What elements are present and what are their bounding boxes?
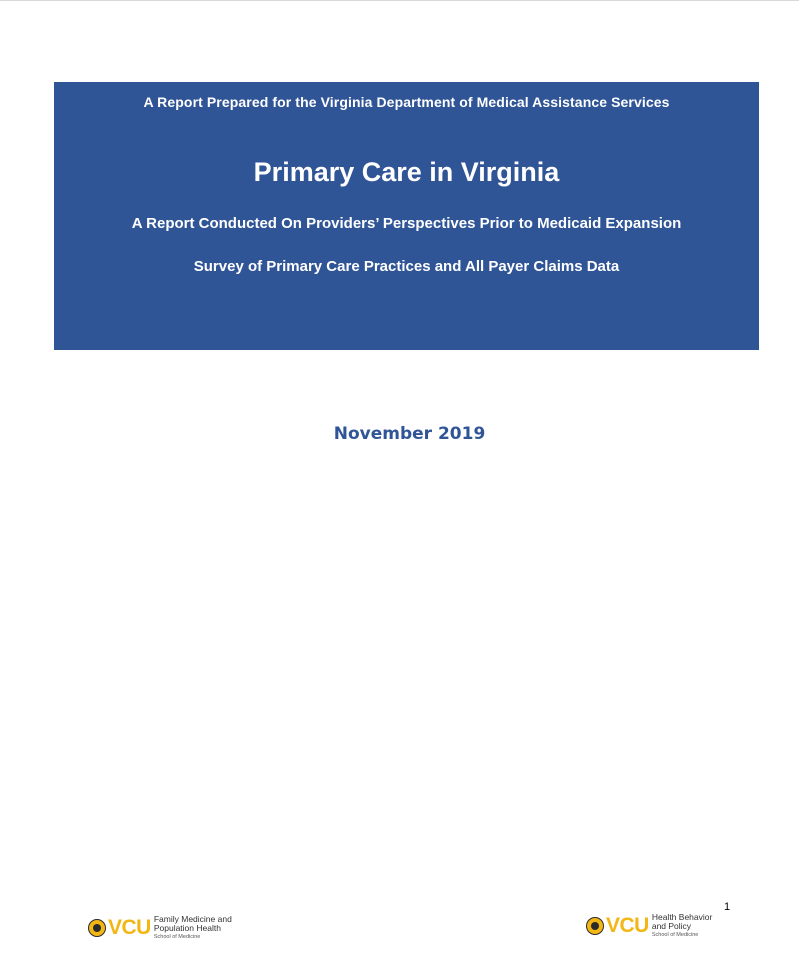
page-top-border	[0, 0, 799, 1]
prepared-for-line: A Report Prepared for the Virginia Department of Medical Assistance Services	[143, 94, 670, 110]
vcu-wordmark: VCU	[108, 916, 151, 939]
vcu-seal-icon	[88, 919, 106, 937]
report-subtitle: A Report Conducted On Providers’ Perspectives Prior to Medicaid Expansion	[131, 215, 682, 232]
logo-unit-line2: Population Health	[153, 923, 221, 933]
logo-school-name: School of Medicine	[153, 934, 201, 940]
logo-school-name: School of Medicine	[651, 932, 699, 938]
vcu-health-behavior-logo	[586, 913, 712, 939]
vcu-wordmark: VCU	[606, 914, 649, 937]
vcu-family-medicine-logo	[88, 915, 232, 941]
vcu-seal-icon	[586, 917, 604, 935]
logo-unit-line1: Health Behavior	[651, 912, 713, 922]
logo-unit-name	[154, 915, 232, 941]
report-date: November 2019	[333, 424, 486, 444]
logo-unit-name	[652, 913, 712, 939]
report-title: Primary Care in Virginia	[253, 157, 560, 187]
logo-unit-line2: and Policy	[651, 921, 692, 931]
title-banner	[54, 82, 759, 350]
page-number: 1	[724, 901, 731, 913]
report-subtitle-survey: Survey of Primary Care Practices and All Payer Claims Data	[193, 258, 620, 275]
logo-unit-line1: Family Medicine and	[153, 914, 232, 924]
